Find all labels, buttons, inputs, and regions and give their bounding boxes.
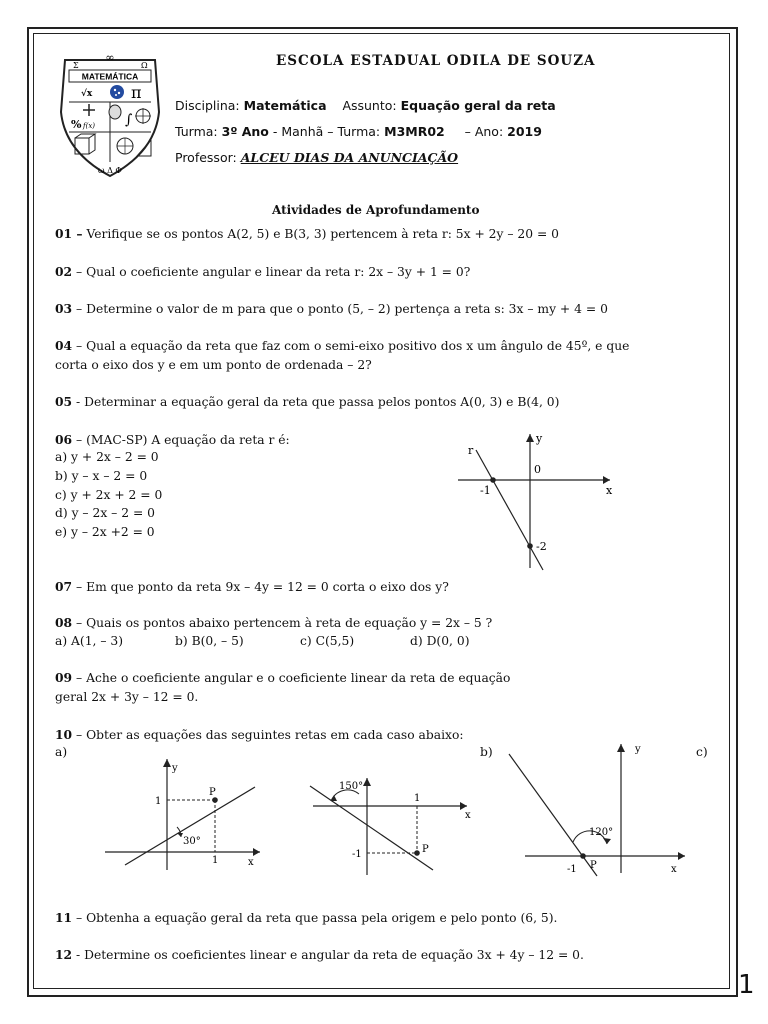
question-02-number: 02 [55,264,73,279]
question-10 [55,725,464,745]
subject-value: Equação geral da reta [400,98,556,113]
label-one-x: 1 [212,855,219,866]
label-x: x [606,484,613,497]
question-10-label-c: c) [696,745,708,759]
question-01-number: 01 – [55,226,83,241]
question-08 [55,613,492,633]
logo-infinity: ∞ [105,52,115,64]
label-p: P [422,844,429,855]
class-line [175,124,542,139]
label-one: 1 [414,793,421,804]
question-09 [55,668,510,707]
point-p [580,853,586,859]
question-05-number: 05 [55,394,73,409]
question-09-text-line1: – Ache o coeficiente angular e o coeficiente linear da reta de equação [72,671,511,685]
question-01 [55,224,559,244]
page-number: 1 [738,970,755,1000]
question-12 [55,945,584,965]
question-02 [55,262,470,282]
label-neg1: -1 [567,864,577,875]
question-02-text: – Qual o coeficiente angular e linear da reta r: 2x – 3y + 1 = 0? [72,265,471,279]
question-05-text: - Determinar a equação geral da reta que passa pelos pontos A(0, 3) e B(4, 0) [72,395,560,409]
figure-b-graph [305,770,475,880]
question-03 [55,299,608,319]
label-angle: 150° [339,781,364,792]
teacher-line [175,150,458,165]
question-03-text: – Determine o valor de m para que o ponto (5, – 2) pertença a reta s: 3x – my + 4 = 0 [72,302,608,316]
logo-percent: % [71,118,82,131]
year-label: – Ano: [464,124,504,139]
logo-sqrt: √x [81,89,93,99]
option-d: d) y – 2x – 2 = 0 [55,506,155,521]
label-angle: 30° [183,836,201,847]
logo-banner: MATEMÁTICA [81,71,139,82]
question-05 [55,392,559,412]
teacher-label: Professor: [175,150,237,165]
figure-c-graph [495,738,695,878]
point-p [414,850,420,856]
question-08-text: – Quais os pontos abaixo pertencem à reta de equação y = 2x – 5 ? [72,616,493,630]
q08-option-c: c) C(5,5) [300,634,355,648]
subject-label: Assunto: [342,98,397,113]
option-b: b) y – x – 2 = 0 [55,468,148,483]
question-11-number: 11 [55,910,73,925]
point-p [212,797,218,803]
discipline-value: Matemática [243,98,327,113]
q08-option-b: b) B(0, – 5) [175,634,244,648]
point-neg2 [527,543,533,549]
option-a: a) y + 2x – 2 = 0 [55,450,159,464]
question-11-text: – Obtenha a equação geral da reta que passa pela origem e pelo ponto (6, 5). [72,911,558,925]
question-10-text: – Obter as equações das seguintes retas em cada caso abaixo: [72,728,464,742]
label-one-y: 1 [155,796,162,807]
label-neg1: -1 [352,849,362,860]
option-e: e) y – 2x +2 = 0 [55,525,155,540]
option-c: c) y + 2x + 2 = 0 [55,487,163,502]
shift-label: - Manhã – Turma: [272,124,381,139]
question-09-number: 09 [55,670,73,685]
question-06-graph [450,428,625,576]
label-y: y [536,432,543,445]
question-01-text: Verifique se os pontos A(2, 5) e B(3, 3) pertencem à reta r: 5x + 2y – 20 = 0 [82,227,560,241]
question-07-number: 07 [55,579,73,594]
label-zero: 0 [534,463,541,476]
question-06-options [55,448,162,542]
label-r: r [468,444,474,457]
logo-sigma: Σ [73,61,79,70]
question-12-number: 12 [55,947,73,962]
question-04 [55,336,629,375]
teacher-name: ALCEU DIAS DA ANUNCIAÇÃO [240,150,459,165]
question-06-number: 06 [55,432,73,447]
label-x: x [248,857,254,868]
question-11 [55,908,557,928]
label-p: P [209,787,216,798]
label-p: P [590,860,597,871]
question-06 [55,430,290,450]
question-10-number: 10 [55,727,73,742]
label-y: y [635,744,641,755]
logo-fx: f(x) [83,122,96,130]
label-x: x [465,810,471,821]
line-a [125,787,255,865]
section-title: Atividades de Aprofundamento [272,203,480,217]
year-value: 2019 [507,124,542,139]
question-04-number: 04 [55,338,73,353]
question-03-number: 03 [55,301,73,316]
logo-integral: ∫ [125,112,133,128]
class-label: Turma: [175,124,218,139]
question-07-text: – Em que ponto da reta 9x – 4y = 12 = 0 corta o eixo dos y? [72,580,449,594]
discipline-label: Disciplina: [175,98,240,113]
question-09-text-line2: geral 2x + 3y – 12 = 0. [55,690,199,704]
globe-icon [110,85,124,99]
question-10-label-a: a) [55,745,68,759]
q08-option-d: d) D(0, 0) [410,634,470,648]
question-12-text: - Determine os coeficientes linear e angular da reta de equação 3x + 4y – 12 = 0. [72,948,584,962]
logo-pi: π [131,83,142,102]
school-logo [55,52,165,180]
question-04-text-line1: – Qual a equação da reta que faz com o semi-eixo positivo dos x um ângulo de 45º, e que [72,339,630,353]
owl-icon [109,105,121,119]
discipline-line [175,98,556,113]
question-08-number: 08 [55,615,73,630]
question-08-options [55,632,470,651]
class-year: 3º Ano [221,124,269,139]
label-x: x [671,864,677,875]
class-code: M3MR02 [384,124,445,139]
q08-option-a: a) A(1, – 3) [55,634,124,648]
line-r [476,450,543,570]
question-10-label-b: b) [480,745,493,759]
label-neg1: -1 [480,484,491,497]
question-04-text-line2: corta o eixo dos y e em um ponto de ordenada – 2? [55,358,372,372]
question-06-text: – (MAC-SP) A equação da reta r é: [72,433,290,447]
point-neg1 [490,477,496,483]
label-y: y [172,763,178,774]
school-name: ESCOLA ESTADUAL ODILA DE SOUZA [276,53,596,69]
logo-bottom-symbols: ω Δ Φ [98,166,122,175]
logo-omega: Ω [141,61,148,70]
label-neg2: -2 [536,540,547,553]
question-07 [55,577,449,597]
figure-a-graph [105,755,265,875]
label-angle: 120° [589,827,614,838]
